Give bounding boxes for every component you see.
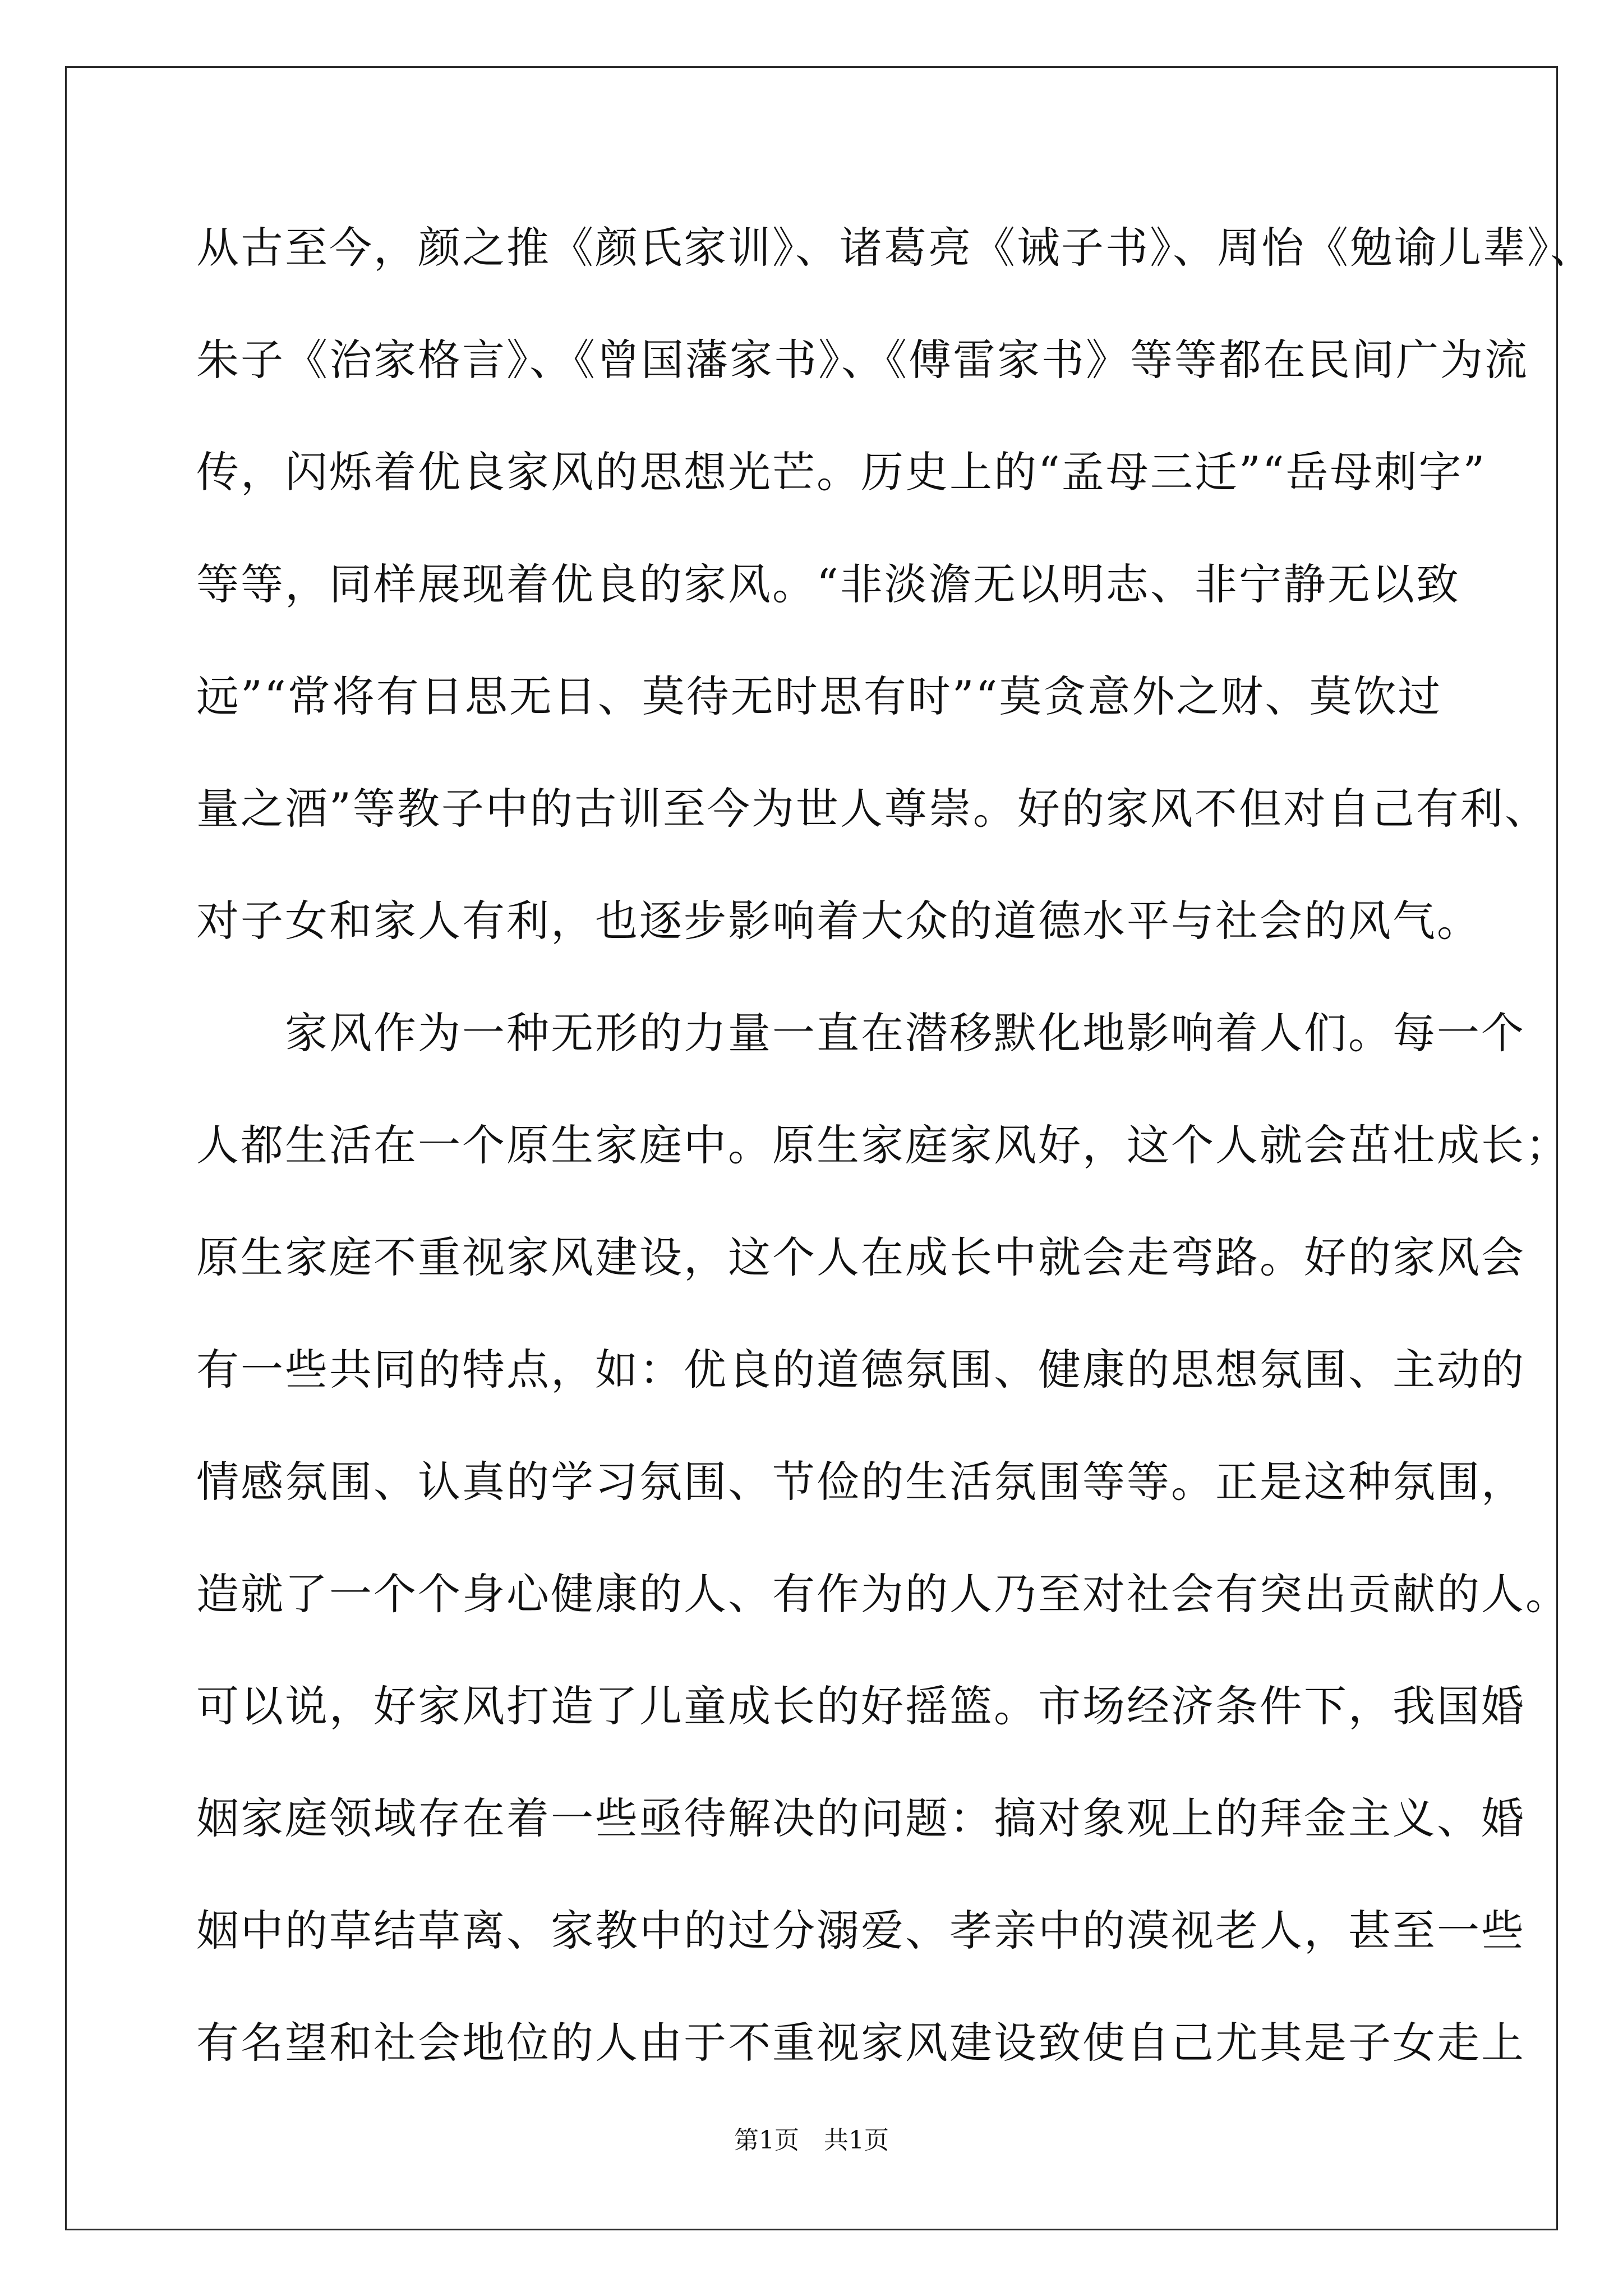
text-line: 造就了一个个身心健康的人、有作为的人乃至对社会有突出贡献的人。 <box>196 1569 1570 1619</box>
text-line: 传，闪烁着优良家风的思想光芒。历史上的“孟母三迁”“岳母刺字” <box>196 447 1487 497</box>
text-line: 人都生活在一个原生家庭中。原生家庭家风好，这个人就会茁壮成长； <box>196 1120 1570 1170</box>
page-number: 第1页 共1页 <box>734 2126 889 2155</box>
text-line: 家风作为一种无形的力量一直在潜移默化地影响着人们。每一个 <box>196 1008 1525 1058</box>
text-line: 姻中的草结草离、家教中的过分溺爱、孝亲中的漠视老人，甚至一些 <box>196 1906 1525 1955</box>
text-line: 对子女和家人有利，也逐步影响着大众的道德水平与社会的风气。 <box>196 896 1481 946</box>
text-line: 姻家庭领域存在着一些亟待解决的问题：搞对象观上的拜金主义、婚 <box>196 1793 1525 1843</box>
text-line: 等等，同样展现着优良的家风。“非淡澹无以明志、非宁静无以致 <box>196 559 1460 609</box>
text-line: 远”“常将有日思无日、莫待无时思有时”“莫贪意外之财、莫饮过 <box>196 671 1442 721</box>
text-line: 量之酒”等教子中的古训至今为世人尊崇。好的家风不但对自己有利、 <box>196 784 1549 834</box>
text-line: 可以说，好家风打造了儿童成长的好摇篮。市场经济条件下，我国婚 <box>196 1681 1525 1731</box>
text-line: 有名望和社会地位的人由于不重视家风建设致使自己尤其是子女走上 <box>196 2018 1525 2068</box>
text-line: 原生家庭不重视家风建设，这个人在成长中就会走弯路。好的家风会 <box>196 1232 1525 1282</box>
text-line: 情感氛围、认真的学习氛围、节俭的生活氛围等等。正是这种氛围， <box>196 1457 1525 1507</box>
document-body <box>196 192 1594 2099</box>
text-line: 有一些共同的特点，如：优良的道德氛围、健康的思想氛围、主动的 <box>196 1345 1525 1395</box>
text-line: 朱子《治家格言》、《曾国藩家书》、《傅雷家书》等等都在民间广为流 <box>196 335 1529 385</box>
text-line: 从古至今，颜之推《颜氏家训》、诸葛亮《诫子书》、周怡《勉谕儿辈》、 <box>196 223 1594 273</box>
